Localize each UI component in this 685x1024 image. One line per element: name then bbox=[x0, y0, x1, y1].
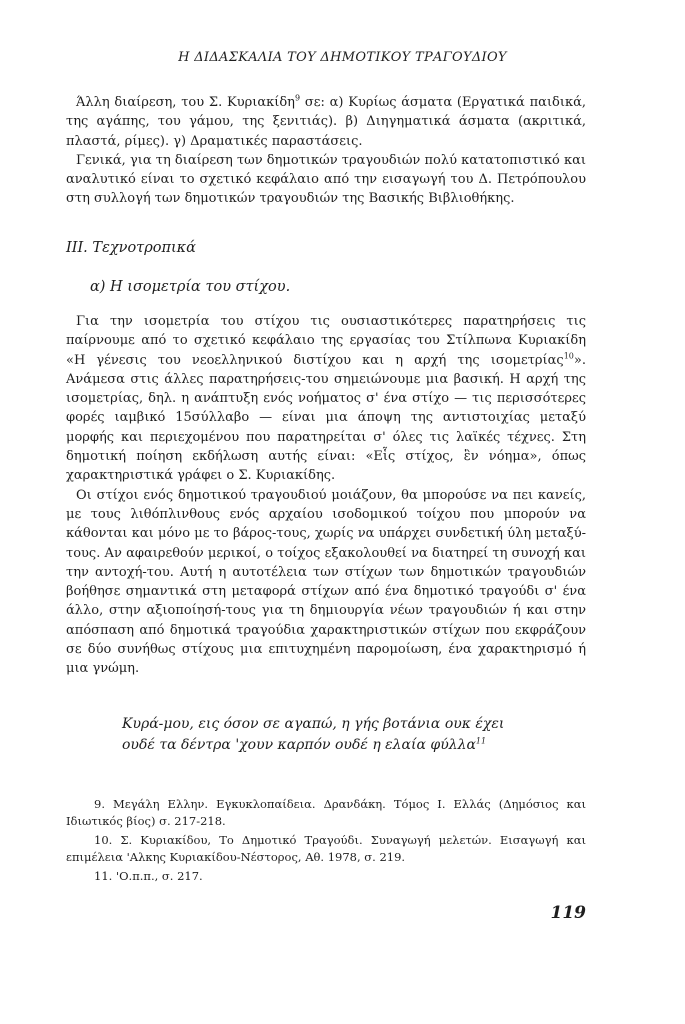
footnote: 10. Σ. Κυριακίδου, Το Δημοτικό Τραγούδι. Συναγωγή μελετών. Εισαγωγή και επιμέλεια 'Αλκης Κυριακίδου-Νέστορος, Αθ. 1978, σ. 219. bbox=[66, 833, 586, 864]
footnotes bbox=[66, 796, 586, 887]
footnote-ref: 10 bbox=[563, 351, 574, 361]
verse-line bbox=[122, 735, 582, 756]
intro-text-block bbox=[66, 93, 586, 209]
verse-line bbox=[122, 714, 582, 735]
footnote-ref: 11 bbox=[475, 736, 487, 746]
paragraph bbox=[66, 151, 586, 209]
footnote-ref: 9 bbox=[294, 93, 301, 103]
paragraph-text: Άλλη διαίρεση, του Σ. Κυριακίδη bbox=[76, 95, 295, 110]
verse-text: ουδέ τα δέντρα 'χουν καρπόν ουδέ η ελαία φύλλα bbox=[122, 737, 476, 753]
paragraph bbox=[66, 312, 586, 486]
paragraph bbox=[66, 93, 586, 151]
footnote: 9. Μεγάλη Ελλην. Εγκυκλοπαίδεια. Δρανδάκη. Τόμος Ι. Ελλάς (Δημόσιος και Ιδιωτικός βίος) σ. 217-218. bbox=[66, 797, 586, 828]
page-number: 119 bbox=[550, 903, 586, 923]
paragraph-text: Οι στίχοι ενός δημοτικού τραγουδιού μοιάζουν, θα μπορούσε να πει κανείς, με τους λιθόπλινθους ενός αρχαίου ισοδομικού τοίχου που μπορούν να κάθονται και μόνο με το βάρος-τους, χωρίς να υπάρχει συνδετική ύλη μεταξύ-τους. Αν αφαιρεθούν μερικοί, ο τοίχος εξακολουθεί να διατηρεί τη συνοχή και την αντοχή-του. Αυτή η αυτοτέλεια των στίχων των δημοτικών τραγουδιών βοήθησε σημαντικά στη μεταφορά στίχων από ένα δημοτικό τραγούδι σ' ένα άλλο, στην αξιοποίησή-τους για τη δημιουργία νέων τραγουδιών ή και στην απόσπαση από δημοτικά τραγούδια χαρακτηριστικών στίχων που εκφράζουν σε δύο συνήθως στίχους μια επιτυχημένη παρομοίωση, ένα χαρακτηρισμό ή μια γνώμη. bbox=[66, 487, 586, 677]
running-head: Η ΔΙΔΑΣΚΑΛΙΑ ΤΟΥ ΔΗΜΟΤΙΚΟΥ ΤΡΑΓΟΥΔΙΟΥ bbox=[178, 50, 507, 65]
main-text-block bbox=[66, 312, 586, 679]
paragraph-text: σε: α) Κυρίως άσματα (Εργατικά παιδικά, της αγάπης, του γάμου, της ξενιτιάς). β) Διηγηματικά άσματα (ακριτικά, πλαστά, ρίμες). γ) Δραματικές παραστάσεις. bbox=[66, 95, 586, 149]
paragraph-text: Για την ισομετρία του στίχου τις ουσιαστικότερες παρατηρήσεις τις παίρνουμε από το σχετικό κεφάλαιο της εργασίας του Στίλπωνα Κυριακίδη «Η γένεσις του νεοελληνικού διστίχου και η αρχή της ισομετρίας bbox=[66, 314, 586, 368]
paragraph-text: ». Ανάμεσα στις άλλες παρατηρήσεις-του σημειώνουμε μια βασική. Η αρχή της ισομετρίας, δηλ. η ανάπτυξη ενός νοήματος σ' ένα στίχο — τις περισσότερες φορές ιαμβικό 15σύλλαβο — είναι μια άποψη της αντιστοιχίας μεταξύ μορφής και περιεχομένου που παρατηρείται σ' όλες τις λαϊκές τέχνες. Στη δημοτική ποίηση εκδήλωση αυτής είναι: «Εἷς στίχος, ἓν νόημα», όπως χαρακτηριστικά γράφει ο Σ. Κυριακίδης. bbox=[66, 352, 586, 484]
section-heading: ΙΙΙ. Τεχνοτροπικά bbox=[66, 240, 196, 256]
verse-text: Κυρά-μου, εις όσον σε αγαπώ, η γής βοτάνια ουκ έχει bbox=[122, 716, 505, 732]
paragraph bbox=[66, 486, 586, 679]
paragraph-text: Γενικά, για τη διαίρεση των δημοτικών τραγουδιών πολύ κατατοπιστικό και αναλυτικό είναι το σχετικό κεφάλαιο από την εισαγωγή του Δ. Πετρόπουλου στη συλλογή των δημοτικών τραγουδιών της Βασικής Βιβλιοθήκης. bbox=[66, 152, 586, 207]
verse-quote bbox=[122, 714, 582, 756]
subsection-heading: α) Η ισομετρία του στίχου. bbox=[90, 279, 291, 295]
footnote: 11. 'Ο.π.π., σ. 217. bbox=[94, 869, 203, 883]
